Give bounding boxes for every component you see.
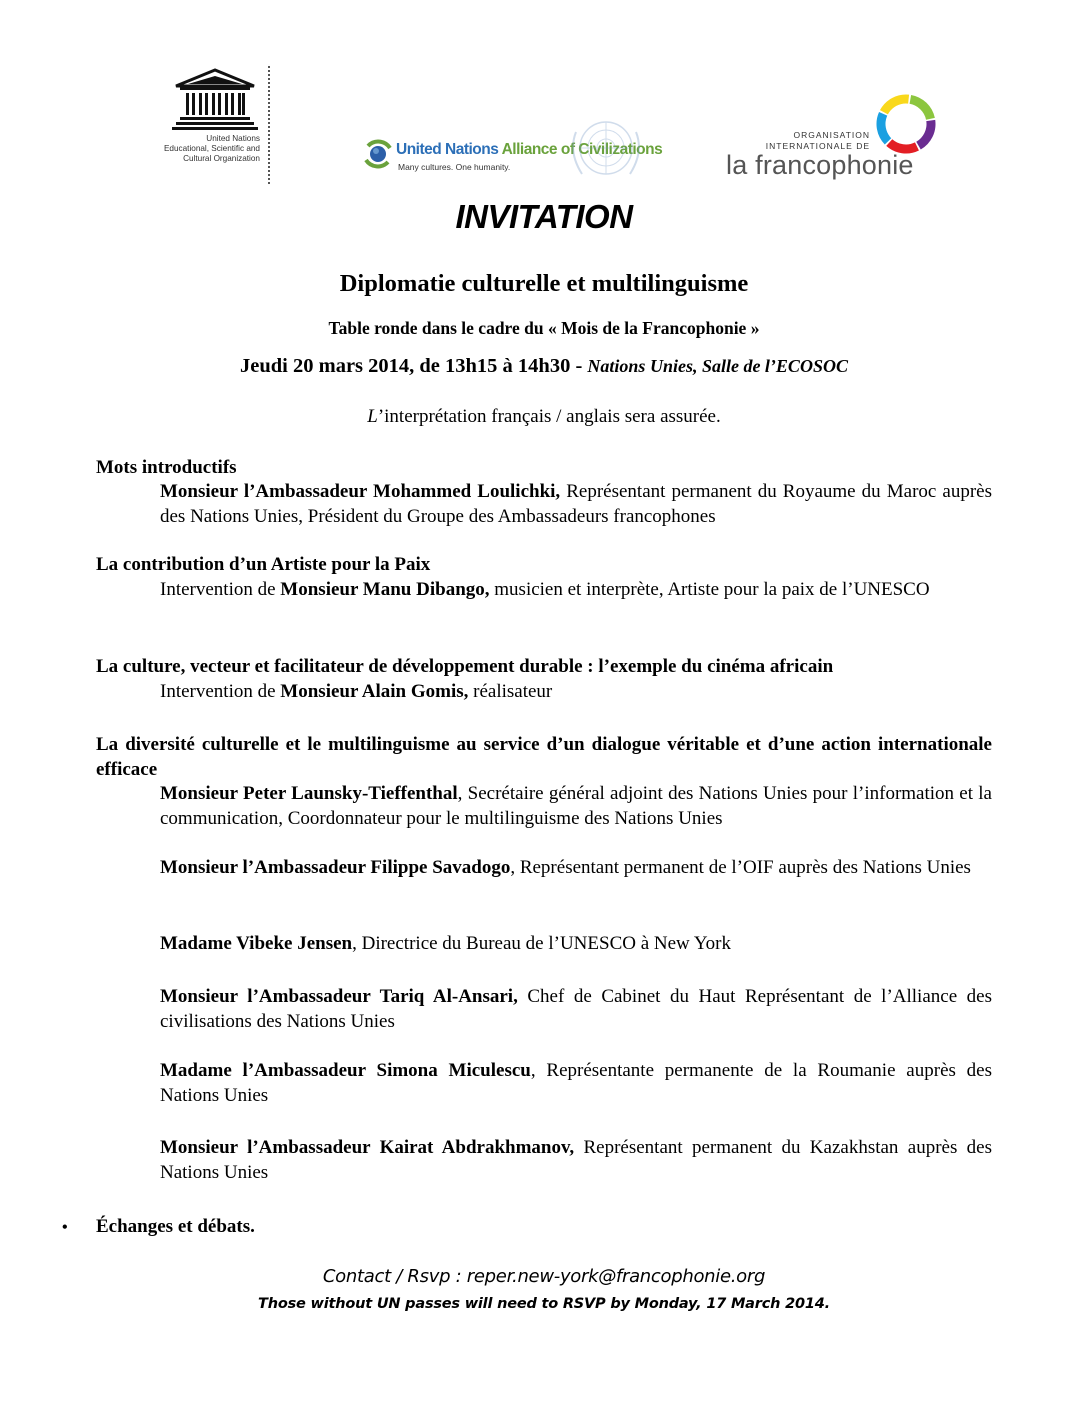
- unesco-temple-icon: [172, 68, 258, 130]
- speaker-role: réalisateur: [468, 681, 553, 702]
- section-heading: La culture, vecteur et facilitateur de développement durable : l’exemple du cinéma africain: [96, 656, 834, 677]
- rsvp-note: Those without UN passes will need to RSVP by Monday, 17 March 2014.: [258, 1296, 830, 1312]
- speaker-role: Chef de Cabinet du Haut Représentant de l’Alliance des civilisations des Nations Unies: [160, 986, 992, 1032]
- speaker-role: , Représentant permanent de l’OIF auprès des Nations Unies: [510, 857, 971, 878]
- francophonie-ring-icon: [874, 92, 938, 156]
- speaker-name: Monsieur Manu Dibango,: [280, 579, 490, 600]
- entry-prefix: Intervention de: [160, 579, 281, 600]
- contact-line: Contact / Rsvp : reper.new-york@francophonie.org: [322, 1266, 766, 1287]
- speaker-entry: [160, 932, 992, 957]
- speaker-role: , Directrice du Bureau de l’UNESCO à New York: [352, 933, 731, 954]
- unesco-caption: [150, 134, 260, 164]
- unaoc-logo: [362, 112, 662, 186]
- venue: Nations Unies, Salle de l’ECOSOC: [587, 356, 848, 376]
- speaker-role: Représentant permanent du Kazakhstan auprès des Nations Unies: [160, 1137, 992, 1183]
- interpretation-note: [0, 406, 1088, 428]
- ring-segment: [884, 99, 909, 112]
- roundtable-line: Table ronde dans le cadre du « Mois de la Francophonie »: [328, 318, 760, 338]
- oif-name: la francophonie: [726, 150, 914, 180]
- speaker-entry: [160, 680, 992, 705]
- speaker-name: Monsieur Peter Launsky-Tieffenthal: [160, 783, 458, 804]
- section-heading: La contribution d’un Artiste pour la Paix: [96, 554, 431, 575]
- unaoc-title-part2: Alliance of Civilizations: [501, 141, 663, 158]
- interp-text: ’interprétation français / anglais sera assurée.: [377, 406, 721, 427]
- speaker-entry: [160, 782, 992, 831]
- interp-prefix: L: [367, 406, 378, 427]
- date-venue-line: [0, 355, 1088, 378]
- speaker-name: Madame Vibeke Jensen: [160, 933, 353, 954]
- unaoc-tagline: Many cultures. One humanity.: [398, 162, 511, 172]
- closing-item: [62, 1216, 255, 1238]
- speaker-role: , Représentante permanente de la Roumanie auprès des Nations Unies: [160, 1060, 993, 1106]
- section-heading: Mots introductifs: [96, 457, 237, 478]
- speaker-name: Monsieur l’Ambassadeur Mohammed Loulichki,: [160, 481, 561, 502]
- speaker-entry: [160, 1136, 992, 1185]
- unesco-caption-line: United Nations: [206, 134, 260, 143]
- oif-line1: ORGANISATION: [793, 130, 870, 140]
- ring-segment: [889, 143, 917, 149]
- francophonie-logo: [726, 92, 938, 184]
- speaker-entry: [160, 985, 992, 1034]
- bullet-icon: •: [62, 1219, 68, 1236]
- entry-prefix: Intervention de: [160, 681, 281, 702]
- speaker-role: Représentant permanent du Royaume du Maroc auprès des Nations Unies, Président du Groupe des Ambassadeurs francophones: [160, 481, 992, 527]
- unesco-caption-line: Educational, Scientific and: [163, 144, 260, 153]
- event-subtitle: Diplomatie culturelle et multilinguisme: [339, 270, 749, 297]
- un-emblem-icon: [560, 112, 652, 186]
- speaker-name: Monsieur l’Ambassadeur Tariq Al-Ansari,: [160, 986, 518, 1007]
- unaoc-title-part1: United Nations: [396, 141, 499, 158]
- speaker-entry: [160, 1059, 992, 1108]
- speaker-name: Monsieur l’Ambassadeur Filippe Savadogo: [160, 857, 511, 878]
- unesco-caption-line: Cultural Organization: [183, 154, 260, 163]
- speaker-name: Madame l’Ambassadeur Simona Miculescu: [160, 1060, 531, 1081]
- speaker-name: Monsieur l’Ambassadeur Kairat Abdrakhmanov,: [160, 1137, 575, 1158]
- closing-item-text: Échanges et débats.: [96, 1216, 255, 1237]
- speaker-name: Monsieur Alain Gomis,: [280, 681, 469, 702]
- speaker-entry: [160, 480, 992, 529]
- oif-line2: INTERNATIONALE DE: [765, 141, 870, 151]
- logo-divider: [268, 66, 270, 184]
- speaker-entry: [160, 578, 992, 603]
- ring-segment: [881, 114, 888, 142]
- unesco-logo: [162, 64, 274, 186]
- speaker-entry: [160, 856, 992, 881]
- page-title: INVITATION: [455, 198, 633, 235]
- section-heading: La diversité culturelle et le multilinguisme au service d’un dialogue véritable et d’une action internationale efficace: [96, 734, 992, 780]
- unaoc-globe-icon: [362, 138, 394, 170]
- speaker-role: , Secrétaire général adjoint des Nations Unies pour l’information et la communication, Coordonnateur pour le multilinguisme des Nations Unies: [160, 783, 992, 829]
- speaker-role: musicien et interprète, Artiste pour la paix de l’UNESCO: [489, 579, 930, 600]
- ring-segment: [919, 121, 932, 146]
- date-time: Jeudi 20 mars 2014, de 13h15 à 14h30 -: [240, 355, 588, 377]
- ring-segment: [910, 99, 930, 118]
